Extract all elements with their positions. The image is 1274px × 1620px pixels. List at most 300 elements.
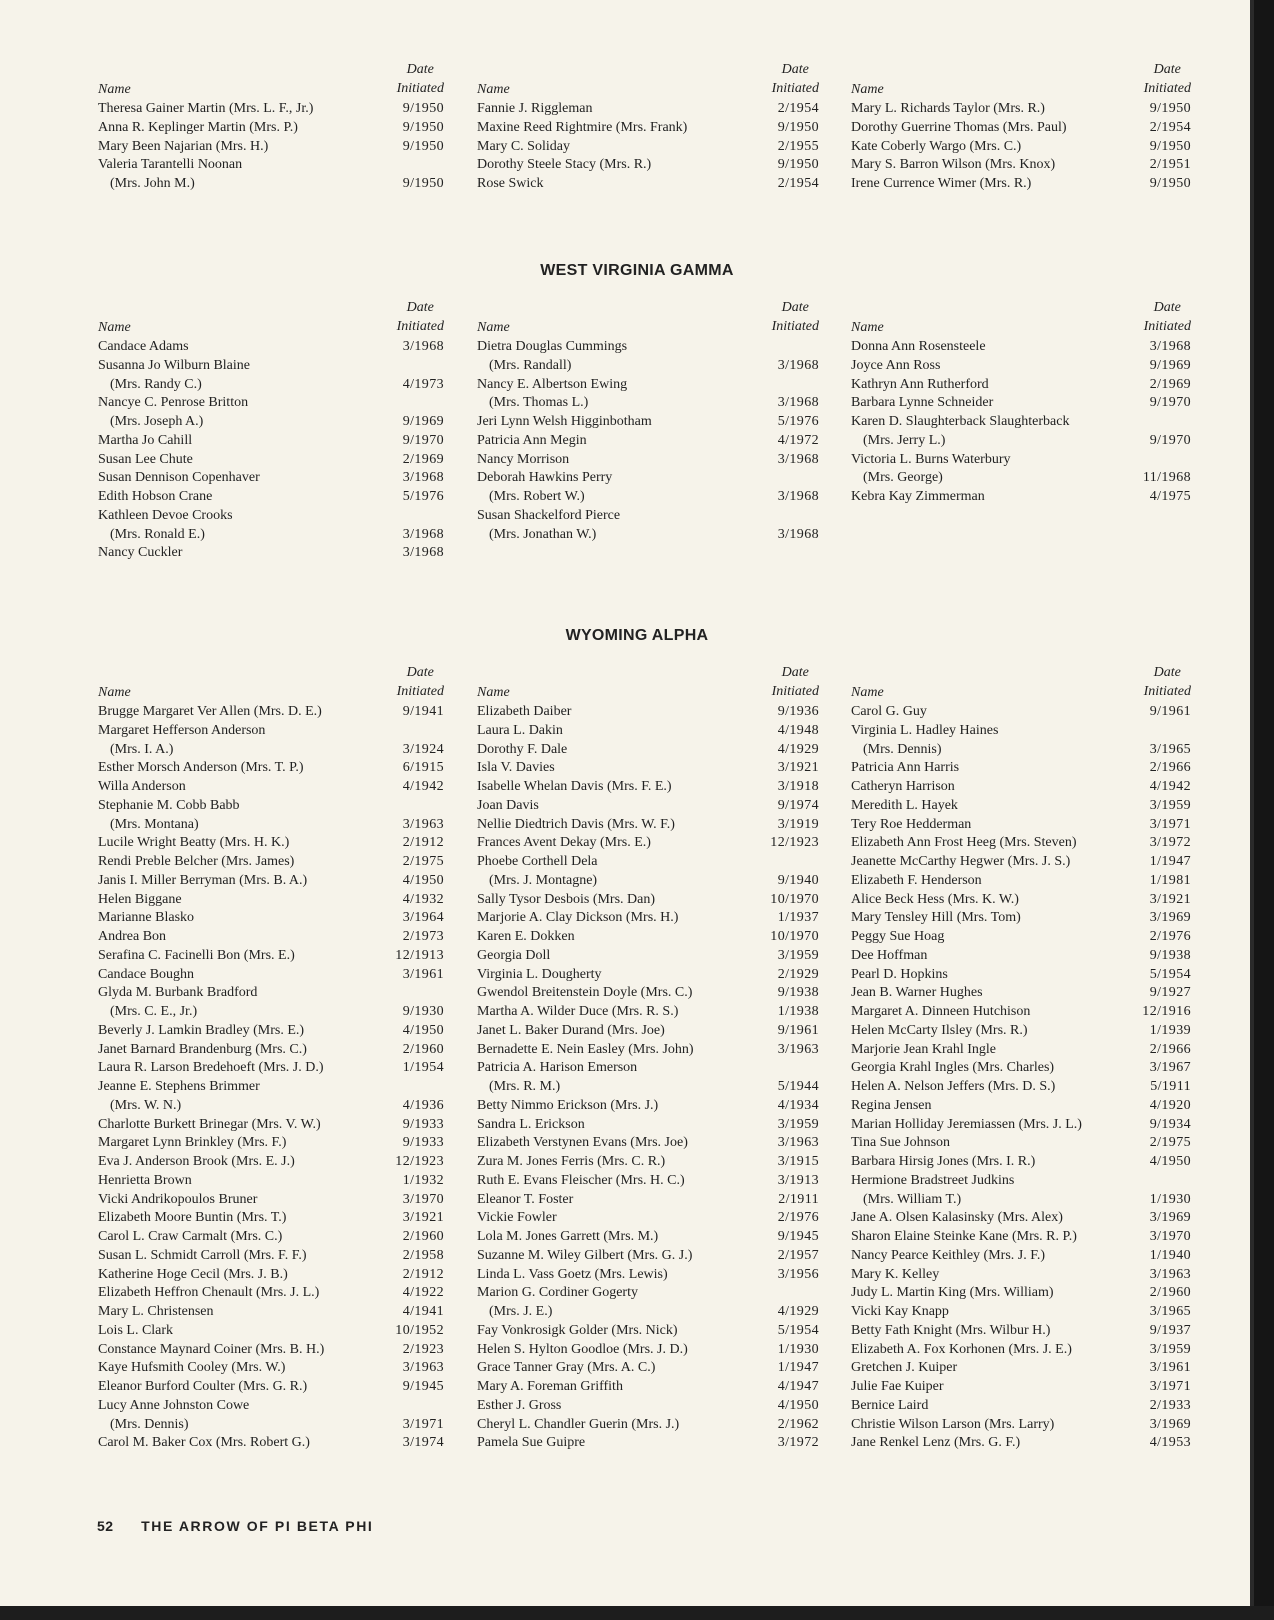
member-row <box>851 1416 1191 1435</box>
member-name: Frances Avent Dekay (Mrs. E.) <box>477 835 651 851</box>
member-row <box>851 432 1191 451</box>
member-row <box>851 488 1191 507</box>
section-title: WYOMING ALPHA <box>565 627 709 644</box>
date-initiated: 9/1950 <box>402 119 444 135</box>
date-initiated: 1/1930 <box>1149 1191 1191 1207</box>
member-row <box>851 872 1191 891</box>
member-name: Nancy Cuckler <box>98 545 183 561</box>
member-name: Anna R. Keplinger Martin (Mrs. P.) <box>98 119 298 135</box>
date-initiated: 2/1975 <box>1149 1135 1191 1151</box>
header-date-initiated <box>772 60 819 98</box>
column-header <box>851 300 1191 338</box>
date-initiated: 9/1933 <box>402 1116 444 1132</box>
member-name: Laura L. Dakin <box>477 722 563 738</box>
member-name: Brugge Margaret Ver Allen (Mrs. D. E.) <box>98 704 322 719</box>
member-name: Deborah Hawkins Perry <box>477 470 613 486</box>
roster-column-3 <box>851 300 1191 507</box>
member-name: Susanna Jo Wilburn Blaine <box>98 357 250 373</box>
member-name: Rose Swick <box>477 176 544 191</box>
date-initiated: 2/1976 <box>1149 929 1191 944</box>
member-row <box>477 1097 819 1116</box>
date-initiated: 3/1974 <box>402 1435 444 1451</box>
member-row <box>851 1041 1191 1060</box>
member-row <box>851 1359 1191 1378</box>
date-initiated: 10/1952 <box>395 1322 444 1338</box>
member-name: Glyda M. Burbank Bradford <box>98 985 258 1001</box>
scan-edge-right <box>1254 0 1274 1620</box>
member-name: Nancy Morrison <box>477 451 570 467</box>
header-name: Name <box>851 82 884 97</box>
member-row <box>851 1397 1191 1416</box>
member-row <box>477 175 819 194</box>
date-initiated: 3/1959 <box>1149 1341 1191 1357</box>
member-row <box>98 1191 444 1210</box>
member-name: (Mrs. I. A.) <box>110 741 174 757</box>
date-initiated: 4/1953 <box>1149 1435 1191 1451</box>
date-initiated: 9/1945 <box>402 1379 444 1394</box>
member-name: Susan Dennison Copenhaver <box>98 470 260 486</box>
column-header <box>851 62 1191 100</box>
member-name: Judy L. Martin King (Mrs. William) <box>851 1285 1054 1301</box>
member-name: Kaye Hufsmith Cooley (Mrs. W.) <box>98 1360 286 1376</box>
date-initiated: 4/1922 <box>402 1285 444 1301</box>
member-name: Susan L. Schmidt Carroll (Mrs. F. F.) <box>98 1247 307 1263</box>
date-initiated: 2/1929 <box>777 966 819 982</box>
member-name: Betty Nimmo Erickson (Mrs. J.) <box>477 1097 659 1113</box>
header-date-line2: Initiated <box>771 684 819 699</box>
member-row <box>98 947 444 966</box>
header-name: Name <box>477 685 510 700</box>
date-initiated: 11/1968 <box>1142 470 1191 486</box>
date-initiated: 9/1937 <box>1149 1322 1191 1338</box>
member-name: Mary C. Soliday <box>477 138 570 154</box>
member-name: Mary S. Barron Wilson (Mrs. Knox) <box>851 157 1056 173</box>
date-initiated: 2/1969 <box>1149 376 1191 392</box>
date-initiated: 2/1954 <box>777 176 819 191</box>
member-row <box>477 526 819 545</box>
roster-column-2 <box>477 62 819 194</box>
date-initiated: 3/1959 <box>777 947 819 963</box>
member-row <box>98 1397 444 1416</box>
member-row <box>477 778 819 797</box>
member-name: Jane Renkel Lenz (Mrs. G. F.) <box>851 1435 1021 1451</box>
date-initiated: 3/1963 <box>777 1041 819 1057</box>
date-initiated: 4/1929 <box>777 1304 819 1319</box>
member-row <box>98 1266 444 1285</box>
header-name: Name <box>851 320 884 335</box>
member-row <box>477 1209 819 1228</box>
member-name: Elizabeth Heffron Chenault (Mrs. J. L.) <box>98 1285 320 1301</box>
member-name: Eleanor T. Foster <box>477 1191 574 1207</box>
date-initiated: 9/1930 <box>402 1004 444 1019</box>
date-initiated: 3/1965 <box>1149 1304 1191 1319</box>
header-date-line1: Date <box>781 665 809 680</box>
member-name: Lois L. Clark <box>98 1322 174 1338</box>
member-name: Carol L. Craw Carmalt (Mrs. C.) <box>98 1229 283 1244</box>
member-row <box>851 1378 1191 1397</box>
member-row <box>98 1041 444 1060</box>
date-initiated: 3/1969 <box>1149 1210 1191 1226</box>
column-header <box>477 300 819 338</box>
date-initiated: 3/1963 <box>402 1360 444 1376</box>
member-name: Marianne Blasko <box>98 910 195 926</box>
member-row <box>98 909 444 928</box>
member-name: Barbara Lynne Schneider <box>851 395 994 411</box>
header-date-line2: Initiated <box>396 81 444 96</box>
member-row <box>98 1003 444 1022</box>
date-initiated: 9/1950 <box>777 119 819 135</box>
member-row <box>851 984 1191 1003</box>
date-initiated: 3/1924 <box>402 741 444 757</box>
member-name: Phoebe Corthell Dela <box>477 854 598 869</box>
date-initiated: 3/1971 <box>1149 816 1191 832</box>
member-row <box>98 432 444 451</box>
member-row <box>98 526 444 545</box>
header-date-initiated <box>1144 60 1191 98</box>
member-row <box>477 1116 819 1135</box>
header-name: Name <box>851 685 884 700</box>
member-row <box>851 1434 1191 1453</box>
member-row <box>477 928 819 947</box>
date-initiated: 3/1963 <box>777 1135 819 1151</box>
member-name: Jeanne E. Stephens Brimmer <box>98 1079 260 1094</box>
member-name: Kathryn Ann Rutherford <box>851 376 989 392</box>
date-initiated: 4/1975 <box>1149 489 1191 504</box>
member-name: Sandra L. Erickson <box>477 1116 585 1132</box>
header-name: Name <box>98 685 131 700</box>
member-row <box>477 891 819 910</box>
member-name: Serafina C. Facinelli Bon (Mrs. E.) <box>98 947 295 963</box>
member-name: Janet L. Baker Durand (Mrs. Joe) <box>477 1022 665 1038</box>
member-row <box>98 488 444 507</box>
date-initiated: 3/1959 <box>1149 797 1191 813</box>
header-date-line1: Date <box>1153 665 1181 680</box>
member-name: Esther J. Gross <box>477 1397 562 1413</box>
member-row <box>851 1153 1191 1172</box>
member-name: Margaret Lynn Brinkley (Mrs. F.) <box>98 1135 287 1151</box>
member-name: Pamela Sue Guipre <box>477 1435 586 1451</box>
member-name: Regina Jensen <box>851 1097 932 1113</box>
date-initiated: 2/1954 <box>1149 119 1191 135</box>
member-row <box>477 394 819 413</box>
member-row <box>477 1228 819 1247</box>
member-row <box>98 1434 444 1453</box>
date-initiated: 3/1970 <box>1149 1229 1191 1244</box>
member-name: Katherine Hoge Cecil (Mrs. J. B.) <box>98 1266 288 1282</box>
member-row <box>477 834 819 853</box>
date-initiated: 3/1968 <box>777 451 819 467</box>
date-initiated: 1/1947 <box>1149 854 1191 869</box>
member-name: Andrea Bon <box>98 929 167 944</box>
member-name: (Mrs. Robert W.) <box>489 489 585 504</box>
date-initiated: 5/1976 <box>402 489 444 504</box>
date-initiated: 9/1950 <box>402 176 444 191</box>
member-row <box>477 947 819 966</box>
date-initiated: 4/1947 <box>777 1379 819 1394</box>
member-row <box>851 928 1191 947</box>
date-initiated: 4/1936 <box>402 1097 444 1113</box>
date-initiated: 1/1937 <box>777 910 819 926</box>
date-initiated: 9/1950 <box>1149 101 1191 116</box>
member-row <box>851 1134 1191 1153</box>
member-name: Julie Fae Kuiper <box>851 1379 944 1394</box>
member-name: Beverly J. Lamkin Bradley (Mrs. E.) <box>98 1022 305 1038</box>
member-name: Candace Boughn <box>98 966 195 982</box>
member-row <box>98 834 444 853</box>
member-row <box>477 432 819 451</box>
member-row <box>851 816 1191 835</box>
member-row <box>98 1416 444 1435</box>
member-name: Barbara Hirsig Jones (Mrs. I. R.) <box>851 1154 1036 1169</box>
date-initiated: 3/1969 <box>1149 1416 1191 1432</box>
member-name: Catheryn Harrison <box>851 779 955 794</box>
member-name: Donna Ann Rosensteele <box>851 339 986 354</box>
date-initiated: 9/1950 <box>777 157 819 173</box>
date-initiated: 3/1963 <box>1149 1266 1191 1282</box>
member-row <box>98 741 444 760</box>
member-name: Sharon Elaine Steinke Kane (Mrs. R. P.) <box>851 1229 1077 1244</box>
date-initiated: 2/1954 <box>777 101 819 116</box>
member-name: Lucile Wright Beatty (Mrs. H. K.) <box>98 835 290 851</box>
date-initiated: 3/1972 <box>1149 835 1191 851</box>
member-name: Charlotte Burkett Brinegar (Mrs. V. W.) <box>98 1116 321 1132</box>
member-name: Janet Barnard Brandenburg (Mrs. C.) <box>98 1041 307 1057</box>
member-row <box>851 1247 1191 1266</box>
member-name: (Mrs. Ronald E.) <box>110 526 205 542</box>
date-initiated: 2/1912 <box>402 835 444 851</box>
member-name: Margaret A. Dinneen Hutchison <box>851 1004 1031 1019</box>
member-name: Patricia Ann Megin <box>477 432 587 448</box>
header-date-line1: Date <box>406 300 434 315</box>
member-row <box>477 1003 819 1022</box>
date-initiated: 12/1923 <box>395 1154 444 1169</box>
member-name: Elizabeth Verstynen Evans (Mrs. Joe) <box>477 1135 688 1151</box>
date-initiated: 4/1950 <box>402 1022 444 1038</box>
member-row <box>98 1097 444 1116</box>
date-initiated: 3/1964 <box>402 910 444 926</box>
member-name: Vickie Fowler <box>477 1210 557 1226</box>
date-initiated: 9/1950 <box>402 101 444 116</box>
date-initiated: 2/1966 <box>1149 1041 1191 1057</box>
member-name: (Mrs. Joseph A.) <box>110 414 204 429</box>
member-name: Edith Hobson Crane <box>98 489 213 504</box>
member-name: Jeri Lynn Welsh Higginbotham <box>477 414 652 429</box>
date-initiated: 10/1970 <box>770 891 819 907</box>
member-row <box>477 1059 819 1078</box>
member-name: (Mrs. William T.) <box>863 1191 962 1207</box>
member-name: Isla V. Davies <box>477 760 555 776</box>
date-initiated: 12/1923 <box>770 835 819 851</box>
roster-column-1 <box>98 300 444 563</box>
member-name: Theresa Gainer Martin (Mrs. L. F., Jr.) <box>98 101 314 116</box>
column-header <box>851 665 1191 703</box>
member-row <box>477 488 819 507</box>
header-date-line2: Initiated <box>396 319 444 334</box>
roster-column-2 <box>477 665 819 1453</box>
member-name: Nancy Pearce Keithley (Mrs. J. F.) <box>851 1247 1046 1263</box>
date-initiated: 3/1965 <box>1149 741 1191 757</box>
member-row <box>851 119 1191 138</box>
date-initiated: 9/1934 <box>1149 1116 1191 1132</box>
date-initiated: 3/1970 <box>402 1191 444 1207</box>
date-initiated: 9/1950 <box>1149 176 1191 191</box>
date-initiated: 1/1930 <box>777 1341 819 1357</box>
member-name: Marian Holliday Jeremiassen (Mrs. J. L.) <box>851 1116 1082 1132</box>
date-initiated: 3/1968 <box>402 545 444 561</box>
member-name: Dorothy Guerrine Thomas (Mrs. Paul) <box>851 119 1067 135</box>
member-name: Susan Shackelford Pierce <box>477 507 621 523</box>
publication-title: THE ARROW OF PI BETA PHI <box>141 1518 374 1534</box>
date-initiated: 2/1969 <box>402 451 444 467</box>
member-name: Helen S. Hylton Goodloe (Mrs. J. D.) <box>477 1341 688 1357</box>
member-name: Mary L. Christensen <box>98 1304 214 1319</box>
member-name: Tery Roe Hedderman <box>851 816 972 832</box>
member-name: (Mrs. Jerry L.) <box>863 432 946 448</box>
header-date-initiated <box>772 663 819 701</box>
member-name: Irene Currence Wimer (Mrs. R.) <box>851 176 1032 191</box>
member-name: Helen McCarty Ilsley (Mrs. R.) <box>851 1022 1028 1038</box>
member-row <box>851 338 1191 357</box>
member-name: Christie Wilson Larson (Mrs. Larry) <box>851 1416 1055 1432</box>
member-name: Elizabeth F. Henderson <box>851 872 982 888</box>
member-name: Susan Lee Chute <box>98 451 193 467</box>
member-name: Georgia Krahl Ingles (Mrs. Charles) <box>851 1060 1055 1076</box>
member-name: (Mrs. R. M.) <box>489 1079 561 1094</box>
member-row <box>98 1359 444 1378</box>
member-name: Grace Tanner Gray (Mrs. A. C.) <box>477 1360 656 1376</box>
date-initiated: 3/1968 <box>777 357 819 373</box>
member-row <box>851 891 1191 910</box>
member-row <box>477 357 819 376</box>
member-row <box>98 1322 444 1341</box>
member-name: Kebra Kay Zimmerman <box>851 489 985 504</box>
member-row <box>477 469 819 488</box>
header-date-line1: Date <box>781 300 809 315</box>
date-initiated: 2/1960 <box>1149 1285 1191 1301</box>
date-initiated: 4/1950 <box>1149 1154 1191 1169</box>
member-row <box>851 1209 1191 1228</box>
member-row <box>98 1134 444 1153</box>
member-name: Hermione Bradstreet Judkins <box>851 1172 1015 1188</box>
date-initiated: 3/1968 <box>777 489 819 504</box>
member-row <box>851 759 1191 778</box>
header-date-line2: Initiated <box>396 684 444 699</box>
roster-column-3 <box>851 62 1191 194</box>
date-initiated: 3/1967 <box>1149 1060 1191 1076</box>
member-name: Virginia L. Hadley Haines <box>851 722 999 738</box>
member-name: Nancy E. Albertson Ewing <box>477 376 628 392</box>
member-name: Mary L. Richards Taylor (Mrs. R.) <box>851 101 1045 116</box>
date-initiated: 3/1921 <box>777 760 819 776</box>
date-initiated: 3/1968 <box>777 526 819 542</box>
member-row <box>477 741 819 760</box>
roster-column-1 <box>98 62 444 194</box>
date-initiated: 2/1976 <box>777 1210 819 1226</box>
date-initiated: 4/1950 <box>777 1397 819 1413</box>
member-row <box>98 1022 444 1041</box>
date-initiated: 2/1960 <box>402 1041 444 1057</box>
member-row <box>851 741 1191 760</box>
date-initiated: 4/1942 <box>402 779 444 794</box>
date-initiated: 1/1940 <box>1149 1247 1191 1263</box>
date-initiated: 9/1940 <box>777 872 819 888</box>
member-name: Elizabeth Daiber <box>477 704 572 719</box>
member-name: Patricia Ann Harris <box>851 760 960 776</box>
header-date-line2: Initiated <box>771 319 819 334</box>
member-row <box>98 722 444 741</box>
date-initiated: 3/1913 <box>777 1172 819 1188</box>
member-row <box>98 759 444 778</box>
member-row <box>477 1378 819 1397</box>
header-date-line1: Date <box>1153 300 1181 315</box>
date-initiated: 4/1929 <box>777 741 819 757</box>
member-name: Betty Fath Knight (Mrs. Wilbur H.) <box>851 1322 1051 1338</box>
member-row <box>851 376 1191 395</box>
date-initiated: 2/1957 <box>777 1247 819 1263</box>
member-row <box>851 1059 1191 1078</box>
member-name: Kate Coberly Wargo (Mrs. C.) <box>851 138 1022 154</box>
date-initiated: 9/1961 <box>777 1022 819 1038</box>
roster-column-1 <box>98 665 444 1453</box>
member-name: (Mrs. George) <box>863 470 943 486</box>
column-header <box>98 300 444 338</box>
member-name: (Mrs. Jonathan W.) <box>489 526 597 542</box>
member-name: Gwendol Breitenstein Doyle (Mrs. C.) <box>477 985 693 1001</box>
date-initiated: 3/1959 <box>777 1116 819 1132</box>
member-row <box>477 1303 819 1322</box>
member-row <box>851 778 1191 797</box>
date-initiated: 3/1971 <box>1149 1379 1191 1394</box>
member-row <box>98 338 444 357</box>
member-name: Nellie Diedtrich Davis (Mrs. W. F.) <box>477 816 675 832</box>
member-row <box>477 1172 819 1191</box>
member-name: Helen Biggane <box>98 891 182 907</box>
member-name: Constance Maynard Coiner (Mrs. B. H.) <box>98 1341 325 1357</box>
member-name: Eva J. Anderson Brook (Mrs. E. J.) <box>98 1154 295 1169</box>
header-date-initiated <box>1144 298 1191 336</box>
member-row <box>851 1341 1191 1360</box>
member-row <box>477 703 819 722</box>
member-row <box>851 1322 1191 1341</box>
member-name: Mary A. Foreman Griffith <box>477 1379 623 1394</box>
member-row <box>477 1341 819 1360</box>
date-initiated: 9/1970 <box>1149 395 1191 411</box>
member-name: Martha Jo Cahill <box>98 432 193 448</box>
date-initiated: 4/1948 <box>777 722 819 738</box>
member-row <box>851 469 1191 488</box>
member-row <box>851 1116 1191 1135</box>
member-row <box>477 1416 819 1435</box>
member-row <box>477 797 819 816</box>
member-name: (Mrs. Dennis) <box>863 741 942 757</box>
member-row <box>98 1303 444 1322</box>
header-date-initiated <box>397 60 444 98</box>
member-row <box>851 1228 1191 1247</box>
date-initiated: 5/1976 <box>777 414 819 429</box>
member-row <box>851 1078 1191 1097</box>
member-row <box>851 357 1191 376</box>
header-date-line2: Initiated <box>1143 319 1191 334</box>
member-row <box>851 156 1191 175</box>
member-name: (Mrs. Randall) <box>489 357 572 373</box>
member-row <box>477 413 819 432</box>
member-name: (Mrs. C. E., Jr.) <box>110 1004 198 1019</box>
member-name: Elizabeth A. Fox Korhonen (Mrs. J. E.) <box>851 1341 1072 1357</box>
member-row <box>98 853 444 872</box>
member-row <box>98 1116 444 1135</box>
member-row <box>851 394 1191 413</box>
member-name: Stephanie M. Cobb Babb <box>98 797 240 813</box>
